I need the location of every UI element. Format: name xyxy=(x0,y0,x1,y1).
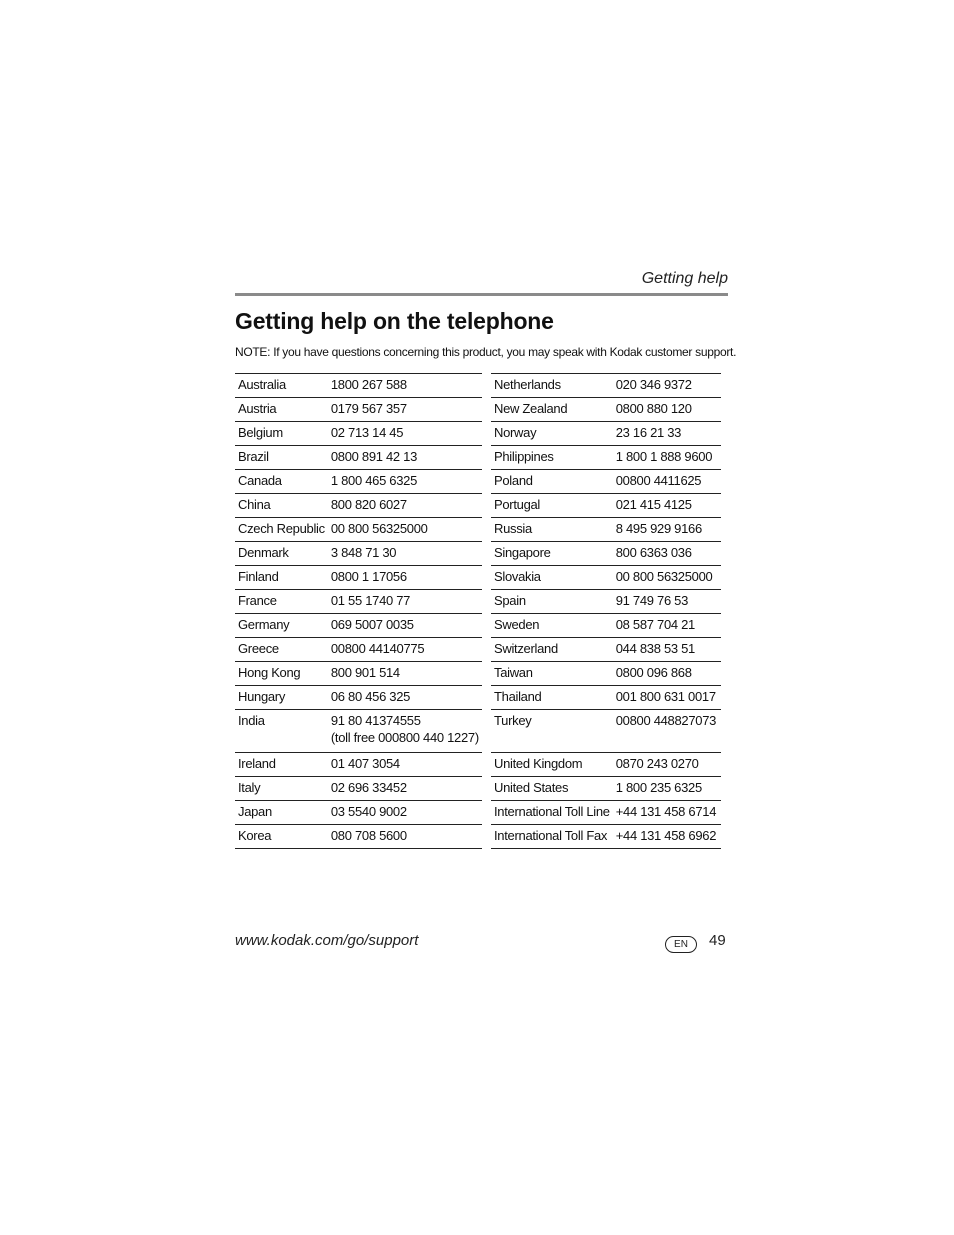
table-row xyxy=(235,638,482,662)
country-name: United States xyxy=(491,777,613,801)
country-name: Philippines xyxy=(491,446,613,470)
phone-number-main: 8 495 929 9166 xyxy=(615,521,702,536)
table-row xyxy=(235,662,482,686)
phone-number-main: 91 80 41374555 xyxy=(330,713,421,728)
phone-number-main: 0800 880 120 xyxy=(615,401,692,416)
table-row xyxy=(491,398,721,422)
phone-number-main: 00800 4411625 xyxy=(615,473,702,488)
phone-number-main: 03 5540 9002 xyxy=(330,804,407,819)
phone-number-main: 08 587 704 21 xyxy=(615,617,695,632)
phone-number-main: +44 131 458 6962 xyxy=(615,828,717,843)
table-row xyxy=(235,801,482,825)
country-name: Russia xyxy=(491,518,613,542)
table-row xyxy=(235,753,482,777)
phone-number-main: 021 415 4125 xyxy=(615,497,692,512)
phone-number xyxy=(328,686,482,710)
phone-number-main: 00800 448827073 xyxy=(615,713,717,728)
phone-number-note: (toll free 000800 440 1227) xyxy=(330,730,479,745)
phone-number xyxy=(328,374,482,398)
country-name: New Zealand xyxy=(491,398,613,422)
phone-number xyxy=(613,825,721,849)
phone-number-main: 1 800 465 6325 xyxy=(330,473,418,488)
phone-number-main: 001 800 631 0017 xyxy=(615,689,716,704)
phone-number xyxy=(613,638,721,662)
table-row xyxy=(491,686,721,710)
table-row xyxy=(235,518,482,542)
country-name: Germany xyxy=(235,614,328,638)
phone-number xyxy=(613,374,721,398)
table-row xyxy=(491,470,721,494)
table-row xyxy=(235,614,482,638)
table-row xyxy=(491,638,721,662)
table-row xyxy=(235,398,482,422)
phone-table-left xyxy=(235,373,482,849)
table-row xyxy=(491,825,721,849)
table-row xyxy=(491,590,721,614)
phone-number xyxy=(328,801,482,825)
table-row xyxy=(235,686,482,710)
phone-number xyxy=(613,494,721,518)
phone-number xyxy=(613,801,721,825)
phone-number-main: 0800 1 17056 xyxy=(330,569,407,584)
country-name: Spain xyxy=(491,590,613,614)
table-row xyxy=(491,662,721,686)
country-name: Thailand xyxy=(491,686,613,710)
phone-number-main: 0800 891 42 13 xyxy=(330,449,418,464)
country-name: Singapore xyxy=(491,542,613,566)
phone-number xyxy=(613,470,721,494)
country-name: Norway xyxy=(491,422,613,446)
page-title: Getting help on the telephone xyxy=(235,308,554,334)
table-row xyxy=(491,518,721,542)
phone-number xyxy=(328,422,482,446)
phone-number-main: 1 800 1 888 9600 xyxy=(615,449,713,464)
phone-number-main: 91 749 76 53 xyxy=(615,593,689,608)
country-name: Czech Republic xyxy=(235,518,328,542)
phone-number xyxy=(613,398,721,422)
phone-number xyxy=(328,614,482,638)
table-row xyxy=(491,422,721,446)
country-name: Switzerland xyxy=(491,638,613,662)
support-note: NOTE: If you have questions concerning this product, you may speak with Kodak customer support. xyxy=(235,345,737,359)
table-row xyxy=(491,566,721,590)
table-row xyxy=(491,542,721,566)
phone-number-main: 0179 567 357 xyxy=(330,401,407,416)
country-name: Italy xyxy=(235,777,328,801)
phone-number xyxy=(328,542,482,566)
phone-number xyxy=(328,494,482,518)
table-row xyxy=(491,614,721,638)
country-name: Korea xyxy=(235,825,328,849)
phone-number xyxy=(328,825,482,849)
phone-number-main: 080 708 5600 xyxy=(330,828,407,843)
country-name: International Toll Fax xyxy=(491,825,613,849)
table-row xyxy=(491,494,721,518)
phone-number xyxy=(613,590,721,614)
phone-number-main: 069 5007 0035 xyxy=(330,617,414,632)
phone-number xyxy=(328,638,482,662)
phone-number xyxy=(613,777,721,801)
phone-number-main: 020 346 9372 xyxy=(615,377,692,392)
country-name: Japan xyxy=(235,801,328,825)
phone-number-main: 02 696 33452 xyxy=(330,780,407,795)
phone-number xyxy=(328,590,482,614)
table-row xyxy=(235,825,482,849)
country-name: China xyxy=(235,494,328,518)
phone-number-main: 00 800 56325000 xyxy=(330,521,428,536)
phone-number-main: 01 55 1740 77 xyxy=(330,593,411,608)
table-row xyxy=(235,470,482,494)
table-row xyxy=(235,494,482,518)
phone-number xyxy=(613,710,721,753)
country-name: Hong Kong xyxy=(235,662,328,686)
phone-number xyxy=(328,662,482,686)
phone-number xyxy=(613,542,721,566)
country-name: Denmark xyxy=(235,542,328,566)
table-row xyxy=(235,542,482,566)
phone-number xyxy=(328,710,482,753)
table-row xyxy=(491,710,721,753)
phone-number xyxy=(328,753,482,777)
phone-number xyxy=(328,398,482,422)
phone-number-main: +44 131 458 6714 xyxy=(615,804,717,819)
table-row xyxy=(235,422,482,446)
country-name: Poland xyxy=(491,470,613,494)
table-row xyxy=(235,566,482,590)
phone-number xyxy=(613,662,721,686)
country-name: Sweden xyxy=(491,614,613,638)
country-name: Brazil xyxy=(235,446,328,470)
phone-number xyxy=(613,614,721,638)
country-name: Australia xyxy=(235,374,328,398)
phone-number-main: 800 6363 036 xyxy=(615,545,692,560)
country-name: Finland xyxy=(235,566,328,590)
phone-number-main: 01 407 3054 xyxy=(330,756,400,771)
table-row xyxy=(235,590,482,614)
phone-number xyxy=(613,566,721,590)
country-name: Greece xyxy=(235,638,328,662)
country-name: India xyxy=(235,710,328,753)
phone-number-main: 1 800 235 6325 xyxy=(615,780,702,795)
phone-number-main: 06 80 456 325 xyxy=(330,689,411,704)
country-name: Taiwan xyxy=(491,662,613,686)
phone-number xyxy=(613,422,721,446)
phone-number-main: 1800 267 588 xyxy=(330,377,407,392)
table-row xyxy=(491,801,721,825)
phone-number xyxy=(328,777,482,801)
table-row xyxy=(235,710,482,753)
table-row xyxy=(235,374,482,398)
phone-number xyxy=(328,446,482,470)
phone-number xyxy=(328,470,482,494)
phone-number-main: 3 848 71 30 xyxy=(330,545,397,560)
table-row xyxy=(491,446,721,470)
country-name: Portugal xyxy=(491,494,613,518)
table-row xyxy=(491,374,721,398)
table-row xyxy=(491,777,721,801)
country-name: Belgium xyxy=(235,422,328,446)
language-badge: EN xyxy=(665,936,697,953)
country-name: Turkey xyxy=(491,710,613,753)
phone-number-main: 02 713 14 45 xyxy=(330,425,404,440)
phone-number-main: 0870 243 0270 xyxy=(615,756,699,771)
phone-number xyxy=(613,446,721,470)
phone-number xyxy=(613,753,721,777)
country-name: Ireland xyxy=(235,753,328,777)
phone-number-main: 800 901 514 xyxy=(330,665,400,680)
phone-table-right xyxy=(491,373,721,849)
country-name: France xyxy=(235,590,328,614)
country-name: International Toll Line xyxy=(491,801,613,825)
country-name: United Kingdom xyxy=(491,753,613,777)
phone-number-main: 23 16 21 33 xyxy=(615,425,682,440)
country-name: Hungary xyxy=(235,686,328,710)
country-name: Netherlands xyxy=(491,374,613,398)
table-row xyxy=(235,777,482,801)
country-name: Austria xyxy=(235,398,328,422)
phone-number xyxy=(613,518,721,542)
page-number: 49 xyxy=(709,932,726,949)
phone-number-main: 00 800 56325000 xyxy=(615,569,713,584)
phone-number xyxy=(328,518,482,542)
table-row xyxy=(235,446,482,470)
support-url-link[interactable]: www.kodak.com/go/support xyxy=(235,932,419,949)
phone-number-main: 00800 44140775 xyxy=(330,641,425,656)
section-header: Getting help xyxy=(641,270,728,287)
header-rule xyxy=(235,293,728,296)
phone-number-main: 044 838 53 51 xyxy=(615,641,695,656)
phone-number xyxy=(328,566,482,590)
country-name: Slovakia xyxy=(491,566,613,590)
phone-number-main: 800 820 6027 xyxy=(330,497,407,512)
phone-number xyxy=(613,686,721,710)
phone-number-main: 0800 096 868 xyxy=(615,665,692,680)
table-row xyxy=(491,753,721,777)
country-name: Canada xyxy=(235,470,328,494)
